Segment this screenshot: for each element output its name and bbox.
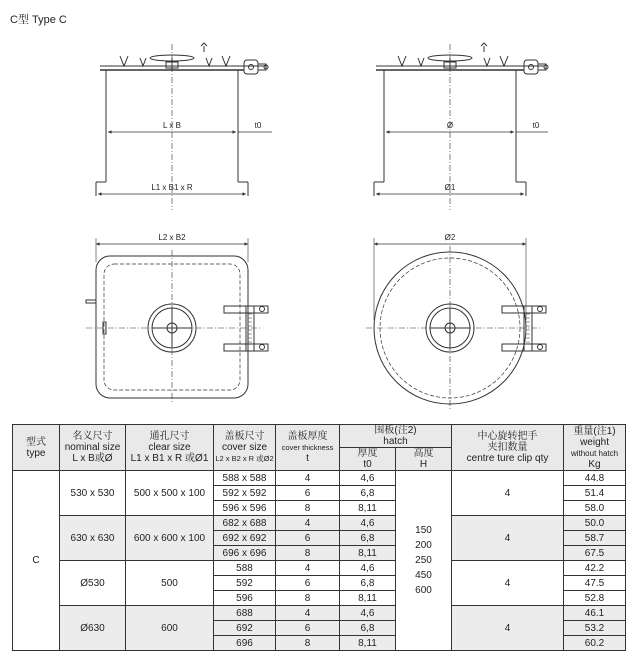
weight-cell: 51.4 [564,486,626,501]
thickness-cell: 6 [276,621,340,636]
weight-cell: 60.2 [564,636,626,651]
hatch-t0-cell: 4,6 [340,471,396,486]
hatch-t0-cell: 4,6 [340,561,396,576]
dim-label-phi1: Ø1 [444,183,456,192]
round-elevation-view [374,43,548,210]
cover-cell: 692 [214,621,276,636]
dim-label-l2b2: L2 x B2 [158,233,186,242]
nominal-cell: 530 x 530 [60,471,126,516]
weight-cell: 47.5 [564,576,626,591]
hatch-t0-cell: 8,11 [340,636,396,651]
cover-cell: 692 x 692 [214,531,276,546]
thickness-cell: 4 [276,561,340,576]
nominal-cell: 630 x 630 [60,516,126,561]
dim-label-l1b1r: L1 x B1 x R [151,183,193,192]
square-plan-view [86,238,268,404]
clip-cell: 4 [452,561,564,606]
hatch-t0-cell: 6,8 [340,486,396,501]
header-weight: 重量(注1) weight without hatch Kg [564,425,626,471]
header-hatch: 围板(注2) hatch [340,425,452,448]
table-row [13,516,626,531]
nominal-cell: Ø530 [60,561,126,606]
dim-label-t0-left: t0 [254,121,262,130]
thickness-cell: 6 [276,531,340,546]
dim-label-lxb: L x B [163,121,181,130]
weight-cell: 52.8 [564,591,626,606]
hatch-t0-cell: 6,8 [340,576,396,591]
weight-cell: 50.0 [564,516,626,531]
weight-cell: 67.5 [564,546,626,561]
thickness-cell: 8 [276,546,340,561]
clip-cell: 4 [452,606,564,651]
clip-cell: 4 [452,516,564,561]
weight-cell: 58.7 [564,531,626,546]
header-hatch-height: 高度 H [396,448,452,471]
header-clip-qty: 中心旋转把手 夹扣数量 centre ture clip qty [452,425,564,471]
thickness-cell: 4 [276,606,340,621]
header-nominal-size: 名义尺寸 nominal size L x B或Ø [60,425,126,471]
cover-cell: 588 [214,561,276,576]
cover-cell: 596 [214,591,276,606]
thickness-cell: 6 [276,486,340,501]
round-plan-view [366,238,546,410]
page-title: C型 Type C [10,14,67,26]
thickness-cell: 8 [276,591,340,606]
clip-cell: 4 [452,471,564,516]
header-hatch-thickness: 厚度 t0 [340,448,396,471]
type-cell: C [13,471,60,651]
hatch-t0-cell: 8,11 [340,546,396,561]
clear-cell: 600 [126,606,214,651]
header-cover-thickness: 盖板厚度 cover thickness t [276,425,340,471]
cover-cell: 592 [214,576,276,591]
weight-cell: 42.2 [564,561,626,576]
cover-cell: 696 x 696 [214,546,276,561]
cover-cell: 592 x 592 [214,486,276,501]
table-row [13,561,626,576]
clear-cell: 500 [126,561,214,606]
header-clear-size: 通孔尺寸 clear size L1 x B1 x R 或Ø1 [126,425,214,471]
header-cover-size: 盖板尺寸 cover size L2 x B2 x R 或Ø2 [214,425,276,471]
thickness-cell: 4 [276,516,340,531]
cover-cell: 688 [214,606,276,621]
dim-label-t0-right: t0 [532,121,540,130]
table-row [13,606,626,621]
hatch-t0-cell: 8,11 [340,591,396,606]
clear-cell: 600 x 600 x 100 [126,516,214,561]
cover-cell: 596 x 596 [214,501,276,516]
hatch-t0-cell: 4,6 [340,516,396,531]
clear-cell: 500 x 500 x 100 [126,471,214,516]
weight-cell: 53.2 [564,621,626,636]
dim-label-phi2: Ø2 [444,233,456,242]
cover-cell: 588 x 588 [214,471,276,486]
dim-label-phi: Ø [446,121,454,130]
cover-cell: 682 x 688 [214,516,276,531]
header-type: 型式 type [13,425,60,471]
hatch-t0-cell: 6,8 [340,531,396,546]
hatch-t0-cell: 8,11 [340,501,396,516]
weight-cell: 46.1 [564,606,626,621]
spec-table [12,424,626,651]
thickness-cell: 8 [276,501,340,516]
height-cell: 150 200 250 450 600 [396,471,452,651]
nominal-cell: Ø630 [60,606,126,651]
weight-cell: 44.8 [564,471,626,486]
weight-cell: 58.0 [564,501,626,516]
cover-cell: 696 [214,636,276,651]
thickness-cell: 4 [276,471,340,486]
thickness-cell: 6 [276,576,340,591]
thickness-cell: 8 [276,636,340,651]
table-row [13,471,626,486]
hatch-t0-cell: 4,6 [340,606,396,621]
spec-table-wrapper [12,424,625,651]
hatch-t0-cell: 6,8 [340,621,396,636]
